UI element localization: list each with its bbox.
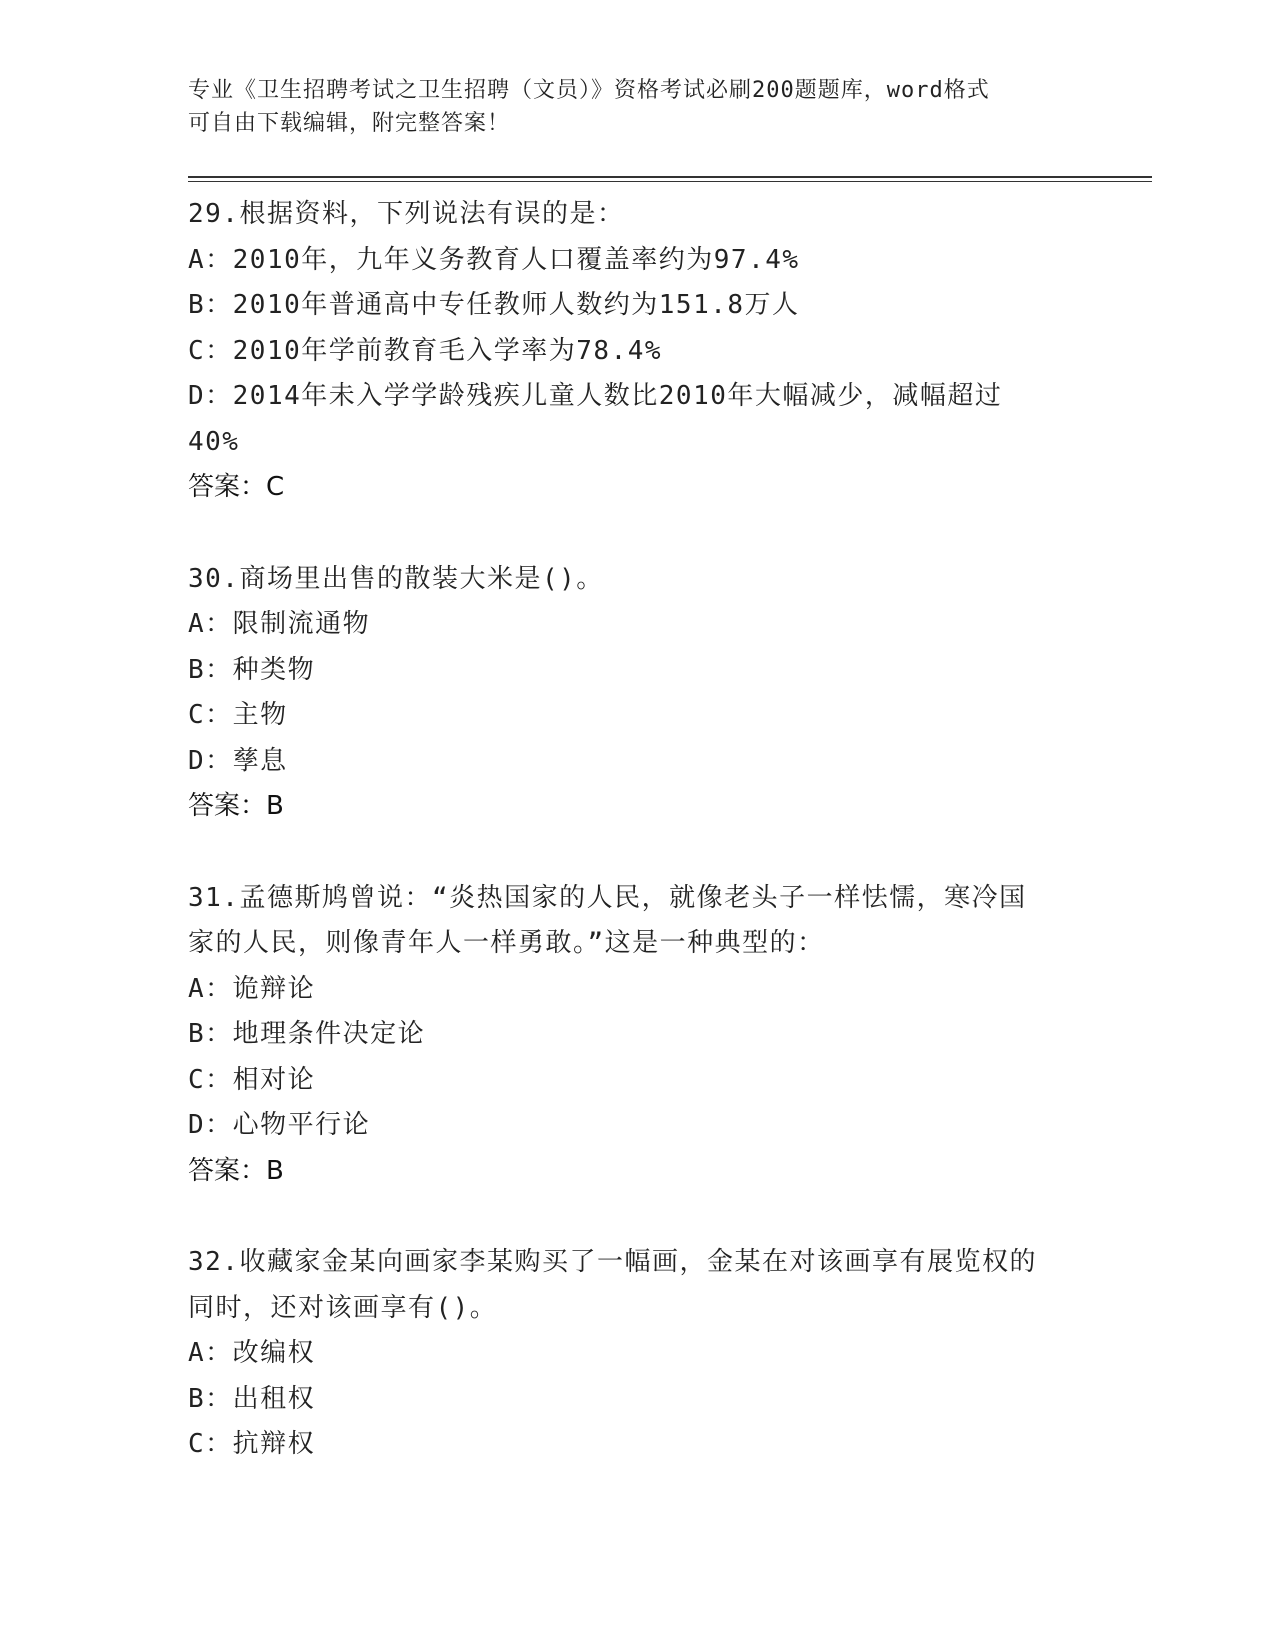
option-d: D：孳息: [188, 745, 288, 776]
question-stem: 29.根据资料，下列说法有误的是：: [188, 199, 625, 229]
header-divider-thin: [188, 181, 1152, 182]
option-d: D：心物平行论: [188, 1110, 371, 1140]
option-d-continued: 40%: [188, 426, 240, 457]
option-a: A：限制流通物: [188, 609, 371, 639]
document-header: [188, 74, 1068, 140]
question-stem: 30.商场里出售的散装大米是()。: [188, 563, 604, 594]
header-title-line-1: 专业《卫生招聘考试之卫生招聘（文员）》资格考试必刷200题题库，word格式: [188, 78, 990, 103]
question-31: [188, 876, 1088, 1195]
answer-label: 答案：B: [188, 791, 284, 821]
option-a: A：诡辩论: [188, 973, 316, 1004]
answer-label: 答案：C: [188, 472, 285, 502]
option-a: A：改编权: [188, 1338, 316, 1368]
question-29: [188, 192, 1088, 511]
option-c: C：抗辩权: [188, 1429, 316, 1459]
option-c: C：主物: [188, 700, 288, 730]
option-d: D：2014年未入学学龄残疾儿童人数比2010年大幅减少，减幅超过: [188, 381, 1003, 411]
option-c: C：相对论: [188, 1064, 316, 1095]
question-stem-continued: 家的人民，则像青年人一样勇敢。”这是一种典型的：: [188, 928, 825, 958]
option-a: A：2010年，九年义务教育人口覆盖率约为97.4%: [188, 244, 800, 275]
question-32: [188, 1240, 1088, 1468]
option-c: C：2010年学前教育毛入学率为78.4%: [188, 335, 663, 366]
question-list: [188, 192, 1088, 1468]
answer-label: 答案：B: [188, 1155, 284, 1186]
option-b: B：地理条件决定论: [188, 1019, 426, 1049]
question-stem: 31.孟德斯鸠曾说：“炎热国家的人民，就像老头子一样怯懦，寒冷国: [188, 882, 1027, 913]
header-title-line-2: 可自由下载编辑，附完整答案！: [188, 111, 511, 136]
question-30: [188, 557, 1088, 830]
option-b: B：2010年普通高中专任教师人数约为151.8万人: [188, 290, 800, 320]
option-b: B：出租权: [188, 1383, 316, 1414]
question-stem: 32.收藏家金某向画家李某购买了一幅画，金某在对该画享有展览权的: [188, 1247, 1037, 1277]
question-stem-continued: 同时，还对该画享有()。: [188, 1292, 498, 1323]
option-b: B：种类物: [188, 654, 316, 685]
header-divider-thick: [188, 176, 1152, 178]
